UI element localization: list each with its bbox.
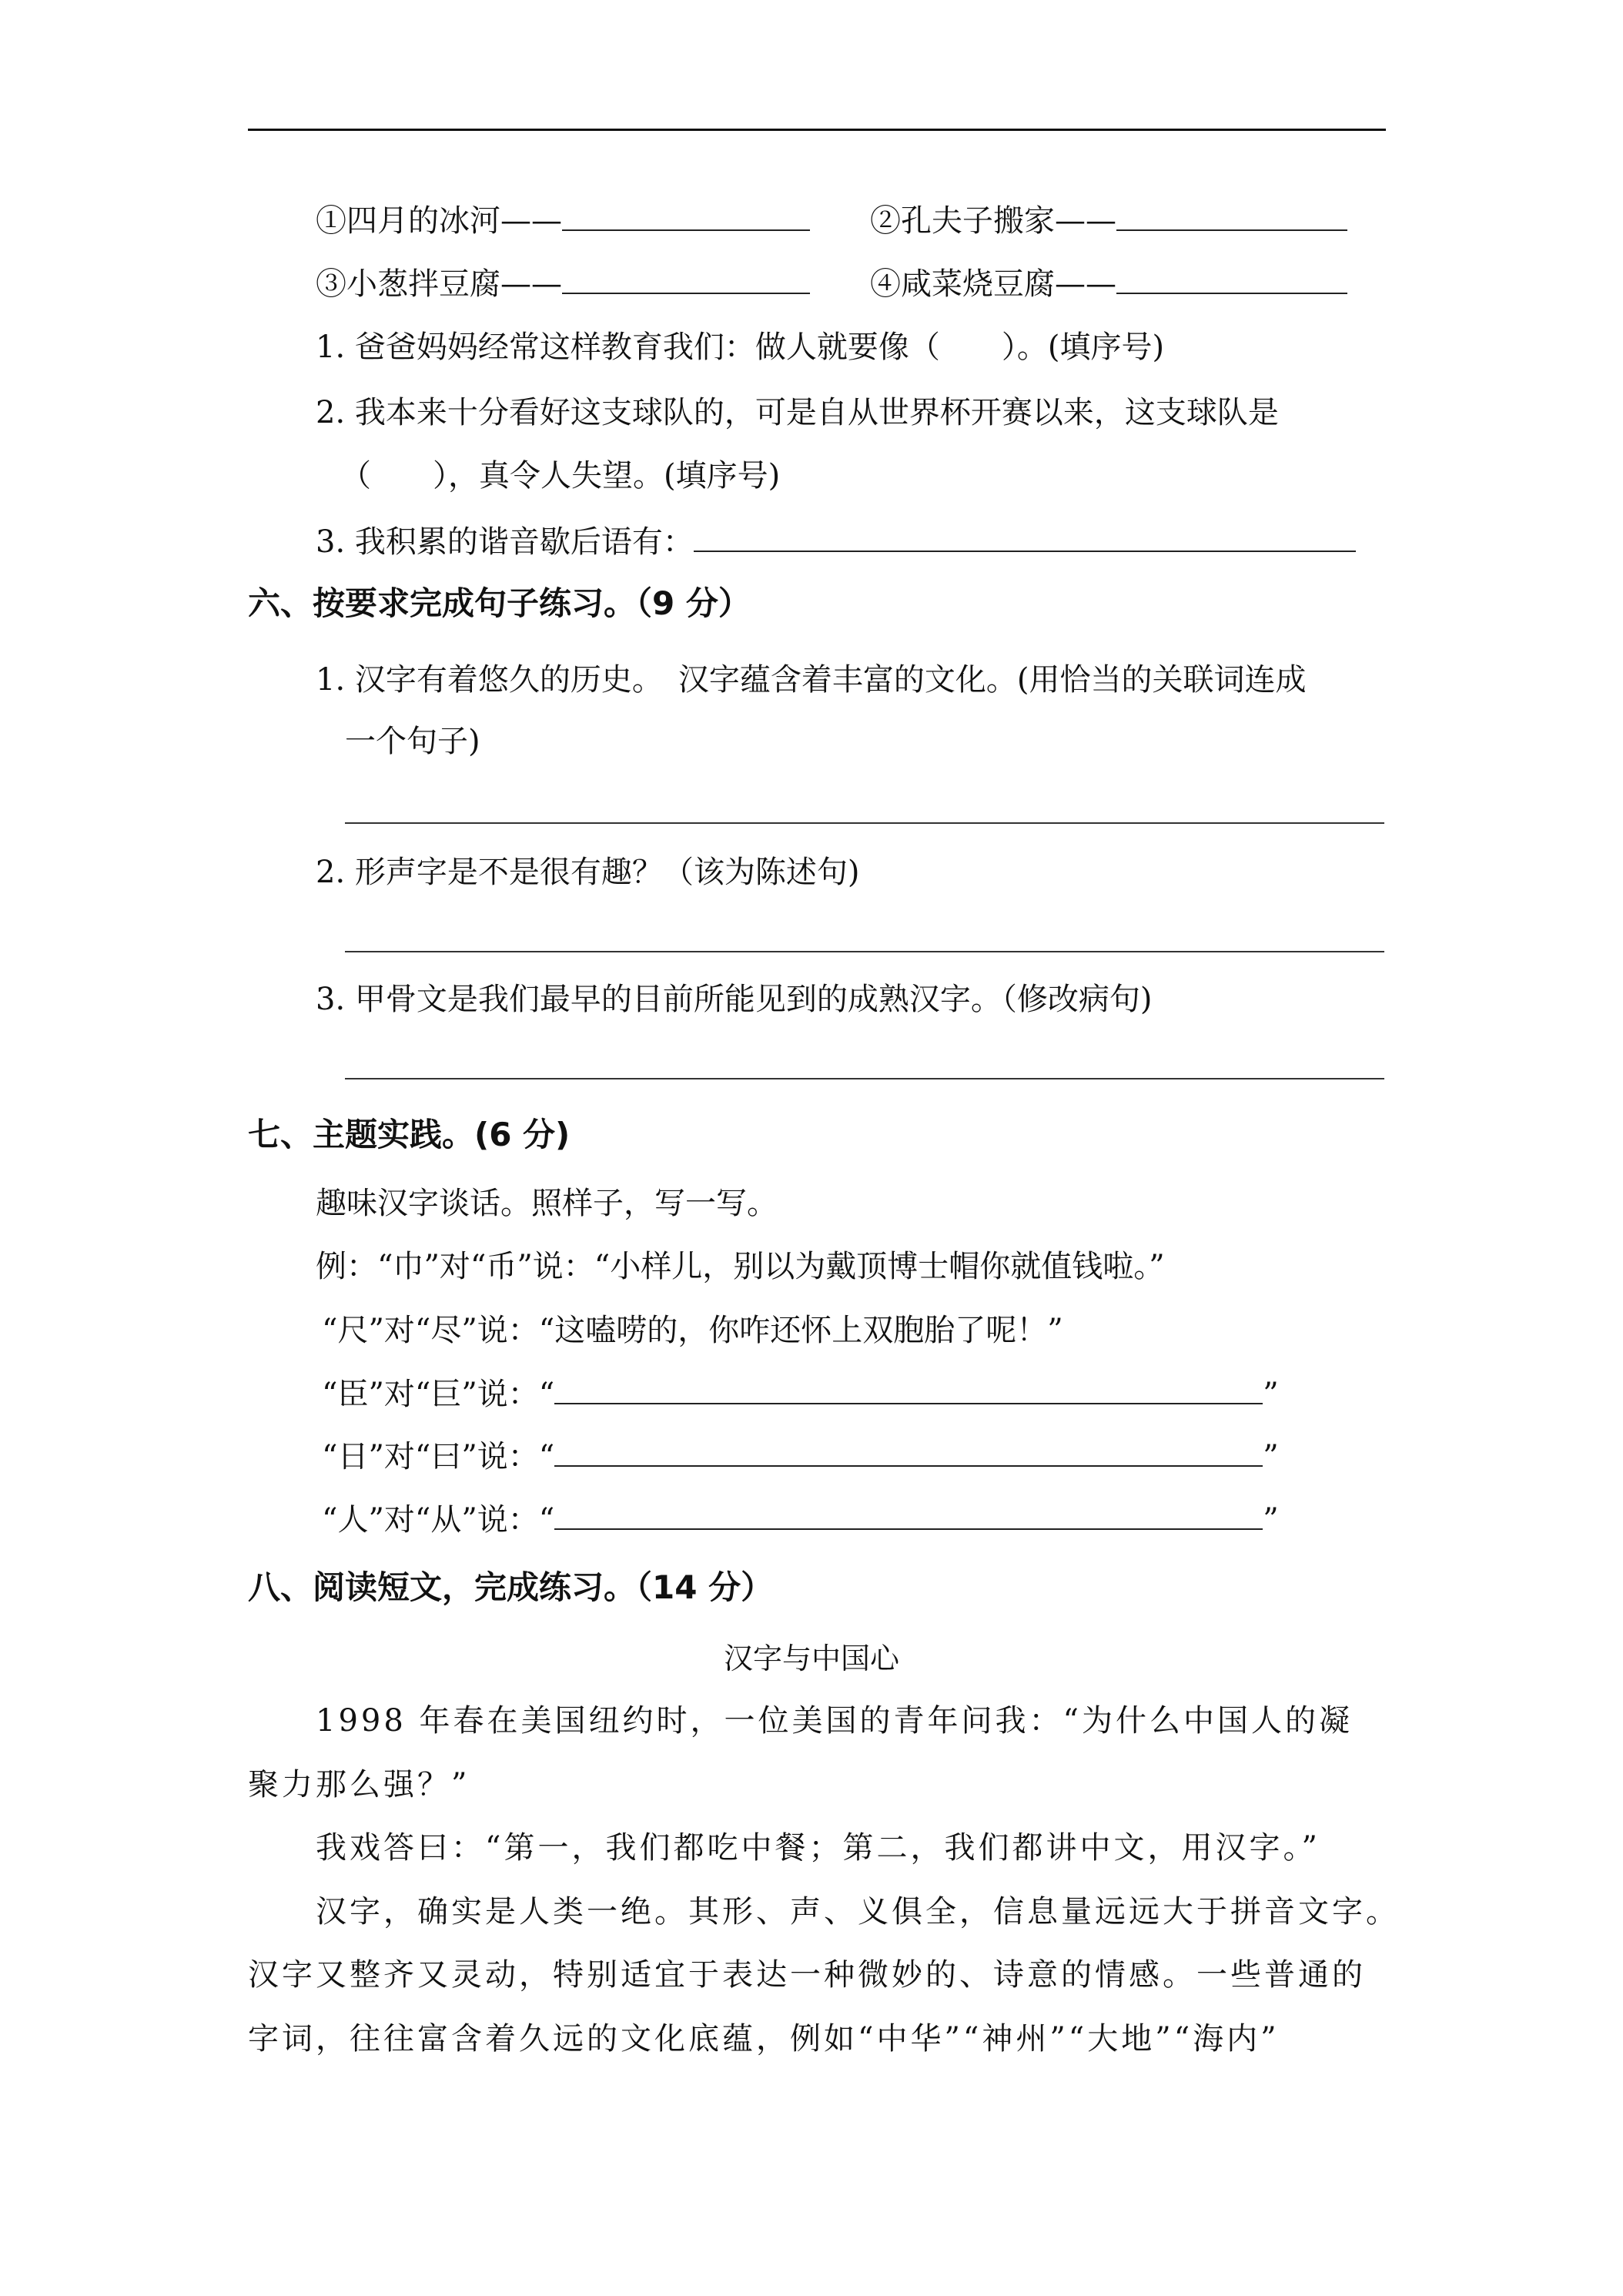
option-1: ①四月的冰河—— bbox=[316, 199, 810, 243]
q6-item-1-cont: 一个句子) bbox=[345, 724, 480, 759]
q7-example-2: “尺”对“尽”说：“这嗑唠的，你咋还怀上双胞胎了呢！” bbox=[322, 1313, 1063, 1348]
header-rule bbox=[248, 129, 1386, 131]
option-1-blank[interactable] bbox=[562, 199, 810, 231]
q7-example-1: 例：“巾”对“币”说：“小样儿，别以为戴顶博士帽你就值钱啦。” bbox=[316, 1249, 1165, 1284]
option-2: ②孔夫子搬家—— bbox=[870, 199, 1347, 243]
q7-prompt-1: “臣”对“巨”说：“ ” bbox=[322, 1372, 1279, 1416]
q7-prompt-1-answer[interactable] bbox=[554, 1372, 1263, 1404]
option-4: ④咸菜烧豆腐—— bbox=[870, 262, 1347, 306]
option-2-blank[interactable] bbox=[1116, 199, 1347, 231]
q6-answer-line-3[interactable] bbox=[345, 1078, 1384, 1079]
article-line-2: 聚力那么强？” bbox=[248, 1767, 470, 1802]
q7-prompt-3-answer[interactable] bbox=[554, 1498, 1263, 1530]
article-title: 汉字与中国心 bbox=[723, 1642, 899, 1675]
q6-item-2: 2. 形声字是不是很有趣？（该为陈述句) bbox=[316, 855, 860, 890]
article-line-3: 我戏答曰：“第一，我们都吃中餐；第二，我们都讲中文，用汉字。” bbox=[316, 1830, 1320, 1866]
q6-answer-line-2[interactable] bbox=[345, 951, 1384, 952]
q6-item-1: 1. 汉字有着悠久的历史。 汉字蕴含着丰富的文化。(用恰当的关联词连成 bbox=[316, 662, 1307, 698]
section-7-title: 七、主题实践。(6 分) bbox=[248, 1116, 571, 1153]
article-line-4: 汉字，确实是人类一绝。其形、声、义俱全，信息量远远大于拼音文字。 bbox=[316, 1894, 1400, 1930]
q5-item-2-cont: （ ），真令人失望。(填序号) bbox=[340, 458, 781, 494]
q5-item-3-answer[interactable] bbox=[694, 520, 1356, 552]
article-line-6: 字词，往往富含着久远的文化底蕴，例如“中华”“神州”“大地”“海内” bbox=[248, 2021, 1280, 2057]
option-4-blank[interactable] bbox=[1116, 262, 1347, 294]
option-3-blank[interactable] bbox=[562, 262, 810, 294]
option-3: ③小葱拌豆腐—— bbox=[316, 262, 810, 306]
q7-prompt-2: “日”对“曰”说：“ ” bbox=[322, 1434, 1279, 1478]
section-6-title: 六、按要求完成句子练习。（9 分） bbox=[248, 584, 751, 622]
article-line-1: 1998 年春在美国纽约时，一位美国的青年问我：“为什么中国人的凝 bbox=[316, 1703, 1353, 1739]
q5-item-3: 3. 我积累的谐音歇后语有： bbox=[316, 520, 1356, 564]
q7-intro: 趣味汉字谈话。照样子，写一写。 bbox=[316, 1186, 778, 1221]
q5-item-1: 1. 爸爸妈妈经常这样教育我们：做人就要像（ ）。(填序号) bbox=[316, 330, 1165, 365]
q7-prompt-3: “人”对“从”说：“ ” bbox=[322, 1498, 1279, 1541]
q5-item-2: 2. 我本来十分看好这支球队的，可是自从世界杯开赛以来，这支球队是 bbox=[316, 395, 1279, 430]
q6-item-3: 3. 甲骨文是我们最早的目前所能见到的成熟汉字。（修改病句) bbox=[316, 982, 1153, 1017]
section-8-title: 八、阅读短文，完成练习。（14 分） bbox=[248, 1568, 774, 1606]
article-line-5: 汉字又整齐又灵动，特别适宜于表达一种微妙的、诗意的情感。一些普通的 bbox=[248, 1957, 1366, 1993]
q6-answer-line-1[interactable] bbox=[345, 822, 1384, 824]
q7-prompt-2-answer[interactable] bbox=[554, 1434, 1263, 1467]
